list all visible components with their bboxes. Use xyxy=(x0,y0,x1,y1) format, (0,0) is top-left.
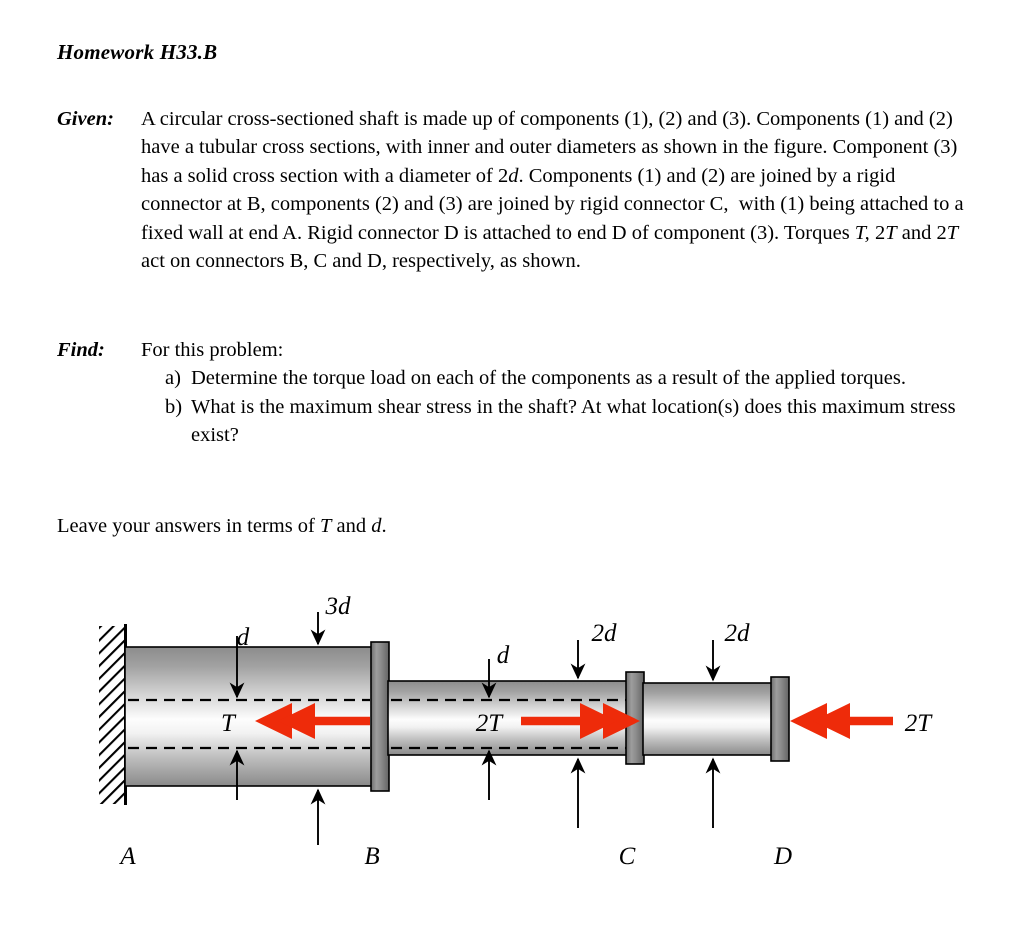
torque-label-B: T xyxy=(221,710,235,737)
given-section xyxy=(57,105,981,275)
component-3-shaft xyxy=(643,683,773,755)
station-label-D: D xyxy=(773,843,793,870)
given-text: A circular cross-sectioned shaft is made up of components (1), (2) and (3). Components (1) and (2) have a tubular cross sections, with inner and outer diameters as shown in the figure. Component (3) has a solid cross section with a diameter of 2d. Components (1) and (2) are joined by a rigid connector at B, components (2) and (3) are joined by rigid connector C, with (1) being attached to a fixed wall at end A. Rigid connector D is attached to end D of component (3). Torques T, 2T and 2T act on connectors B, C and D, respectively, as shown. xyxy=(141,108,964,273)
find-item-list xyxy=(141,364,986,449)
shaft-figure xyxy=(0,560,1024,900)
find-item-a-text: Determine the torque load on each of the components as a result of the applied torques. xyxy=(191,367,906,390)
find-section xyxy=(57,336,986,450)
find-intro: For this problem: xyxy=(141,339,284,361)
torque-label-D: 2T xyxy=(904,710,932,737)
find-item-b xyxy=(141,393,986,450)
find-item-a-marker: a) xyxy=(165,367,181,390)
find-label: Find: xyxy=(57,339,105,361)
page-title: Homework H33.B xyxy=(57,40,218,64)
fixed-wall xyxy=(99,624,126,805)
station-label-B: B xyxy=(364,843,380,870)
closing-instruction: Leave your answers in terms of T and d. xyxy=(57,515,387,537)
dim-label-2d-sec2: 2d xyxy=(591,620,617,647)
station-label-A: A xyxy=(120,843,136,870)
component-1-shaft xyxy=(125,647,373,786)
find-item-a xyxy=(141,364,986,392)
find-item-b-marker: b) xyxy=(165,395,183,418)
torque-label-C: 2T xyxy=(475,710,503,737)
find-item-b-text: What is the maximum shear stress in the shaft? At what location(s) does this maximum stress exist? xyxy=(191,395,956,447)
dim-label-2d-sec3: 2d xyxy=(724,620,750,647)
station-label-C: C xyxy=(618,843,636,870)
find-body xyxy=(141,336,986,450)
given-label: Given: xyxy=(57,108,114,130)
connector-D-flange xyxy=(771,677,789,761)
dim-label-3d-sec1: 3d xyxy=(325,593,351,620)
torque-arrow-D xyxy=(790,703,893,739)
dim-label-d-sec1: d xyxy=(236,624,250,651)
connector-B-flange xyxy=(371,642,389,791)
dim-label-d-sec2: d xyxy=(496,642,510,669)
